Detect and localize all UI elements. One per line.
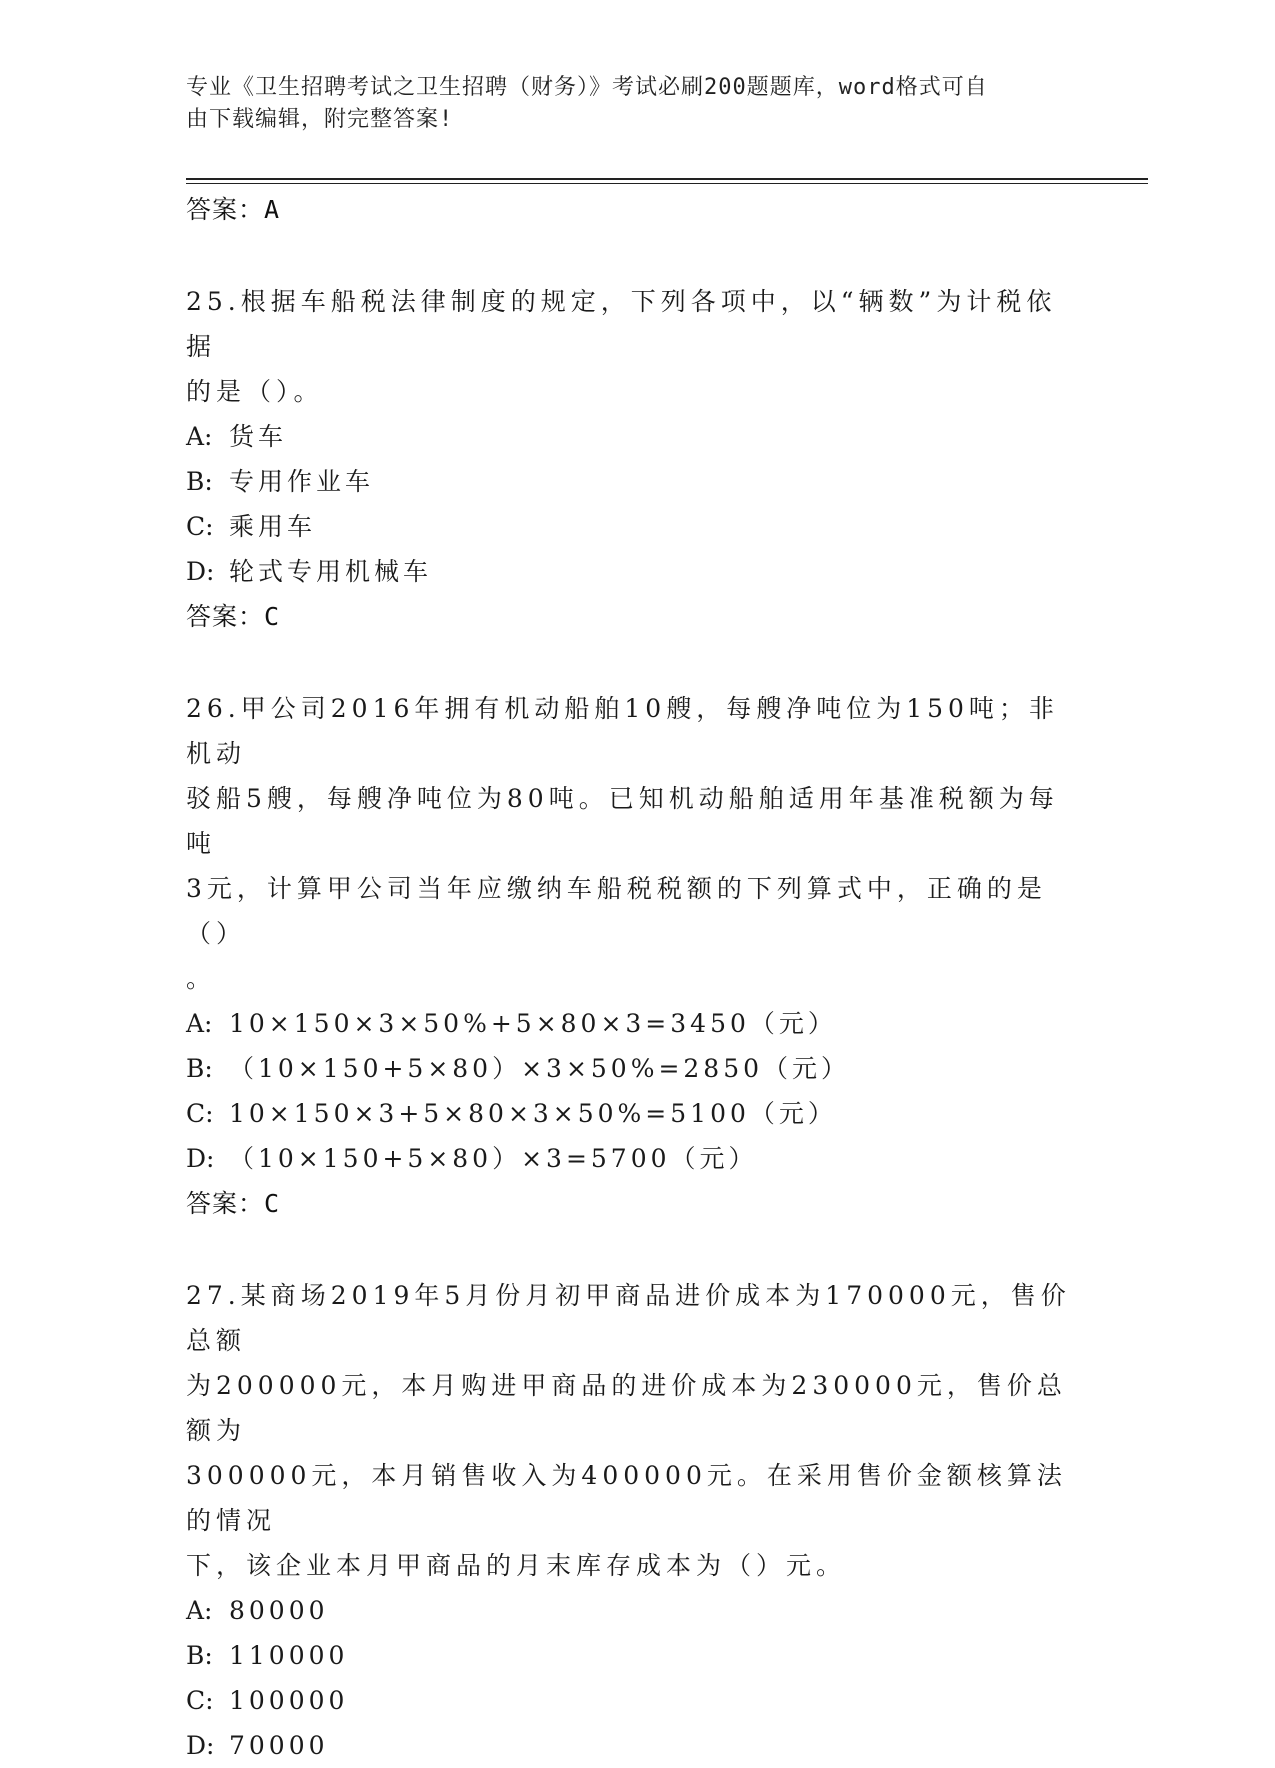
page-content (186, 187, 1086, 1768)
option-text: 80000 (229, 1596, 329, 1625)
header-line-1: 专业《卫生招聘考试之卫生招聘（财务）》考试必刷200题题库，word格式可自 (186, 75, 988, 100)
question-26-option-c (186, 1091, 1086, 1136)
answer-25: 答案：C (186, 602, 281, 631)
question-26-option-a (186, 1001, 1086, 1046)
question-26-line-3: 3元，计算甲公司当年应缴纳车船税税额的下列算式中，正确的是（） (186, 874, 1047, 948)
option-letter: B: (186, 1054, 213, 1083)
option-letter: C: (186, 1099, 214, 1128)
option-letter: A: (186, 422, 213, 451)
question-27-line-4: 下，该企业本月甲商品的月末库存成本为（）元。 (186, 1551, 847, 1580)
option-text: （10×150+5×80）×3=5700（元） (229, 1144, 758, 1173)
question-26-line-2: 驳船5艘，每艘净吨位为80吨。已知机动船舶适用年基准税额为每吨 (186, 784, 1059, 858)
option-text: 专用作业车 (229, 467, 375, 496)
option-letter: B: (186, 467, 213, 496)
question-27-line-3: 300000元，本月销售收入为400000元。在采用售价金额核算法的情况 (186, 1461, 1067, 1535)
option-letter: D: (186, 1144, 215, 1173)
question-25-line-2: 的是（）。 (186, 377, 324, 406)
header-line-2: 由下载编辑，附完整答案! (186, 107, 454, 132)
page-header (186, 72, 1066, 136)
question-27-option-b (186, 1633, 1086, 1678)
option-letter: C: (186, 1686, 214, 1715)
question-25-option-b (186, 459, 1086, 504)
question-25-option-c (186, 504, 1086, 549)
option-text: 货车 (229, 422, 288, 451)
option-text: 10×150×3×50%+5×80×3=3450（元） (229, 1009, 837, 1038)
option-text: 10×150×3+5×80×3×50%=5100（元） (229, 1099, 837, 1128)
question-26 (186, 686, 1086, 1226)
question-25-option-d (186, 549, 1086, 594)
answer-26: 答案：C (186, 1189, 281, 1218)
question-27 (186, 1273, 1086, 1768)
question-27-option-c (186, 1678, 1086, 1723)
option-text: 轮式专用机械车 (229, 557, 433, 586)
header-divider-thick (186, 178, 1148, 180)
option-letter: A: (186, 1009, 213, 1038)
option-text: 100000 (229, 1686, 349, 1715)
option-letter: A: (186, 1596, 213, 1625)
question-25 (186, 279, 1086, 639)
option-text: 乘用车 (229, 512, 317, 541)
question-25-line-1: 25.根据车船税法律制度的规定，下列各项中，以“辆数”为计税依据 (186, 287, 1057, 361)
question-27-line-1: 27.某商场2019年5月份月初甲商品进价成本为170000元，售价总额 (186, 1281, 1071, 1355)
question-26-line-1: 26.甲公司2016年拥有机动船舶10艘，每艘净吨位为150吨；非机动 (186, 694, 1059, 768)
option-text: （10×150+5×80）×3×50%=2850（元） (229, 1054, 851, 1083)
question-26-line-4: 。 (186, 964, 217, 993)
option-text: 70000 (229, 1731, 329, 1760)
header-divider-thin (186, 183, 1148, 184)
question-26-option-b (186, 1046, 1086, 1091)
option-letter: C: (186, 512, 214, 541)
option-letter: D: (186, 1731, 215, 1760)
question-27-option-d (186, 1723, 1086, 1768)
option-letter: D: (186, 557, 215, 586)
option-letter: B: (186, 1641, 213, 1670)
question-25-option-a (186, 414, 1086, 459)
question-27-option-a (186, 1588, 1086, 1633)
question-27-line-2: 为200000元，本月购进甲商品的进价成本为230000元，售价总额为 (186, 1371, 1067, 1445)
question-26-option-d (186, 1136, 1086, 1181)
answer-24: 答案：A (186, 195, 281, 224)
option-text: 110000 (229, 1641, 349, 1670)
